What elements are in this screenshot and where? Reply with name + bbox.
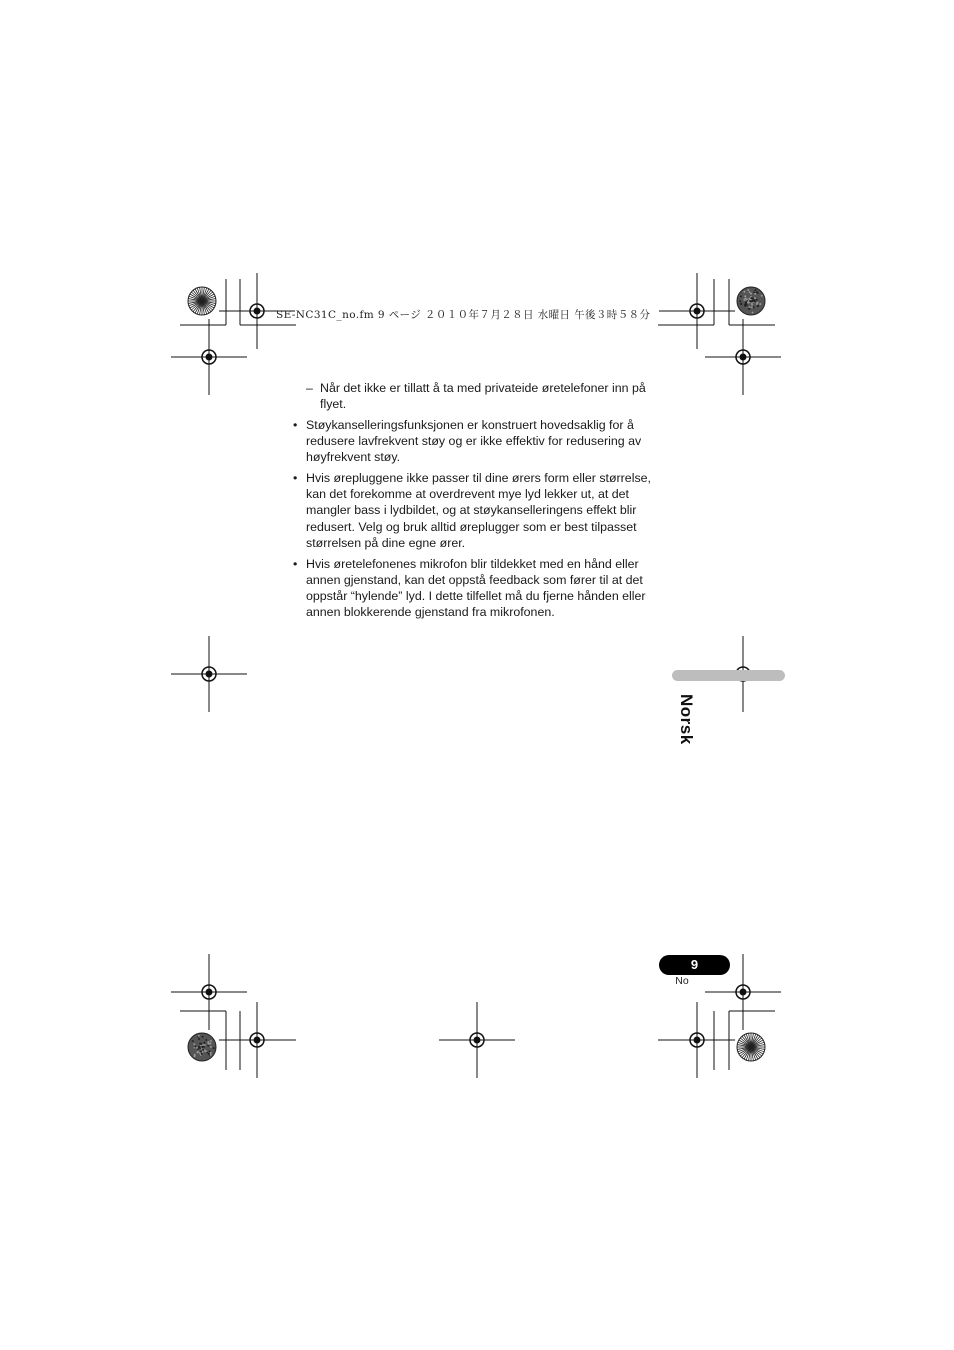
page-language-code: No — [675, 975, 689, 987]
body-text — [292, 380, 662, 625]
bullet-marker: • — [293, 471, 298, 486]
bullet-item — [292, 417, 662, 466]
bullet-item — [292, 470, 662, 551]
registration-disc — [188, 1033, 216, 1061]
registration-disc — [188, 287, 216, 315]
registration-target — [705, 319, 781, 395]
language-tab-label: Norsk — [677, 694, 696, 745]
registration-target — [439, 1002, 515, 1078]
registration-target — [219, 1002, 295, 1078]
bullet-item — [292, 556, 662, 621]
dash-item-text: Når det ikke er tillatt å ta med privateide øretelefoner inn på flyet. — [320, 381, 646, 412]
bullet-marker: • — [293, 417, 298, 432]
registration-target — [171, 954, 247, 1030]
registration-disc — [737, 1033, 765, 1061]
bullet-marker: • — [293, 556, 298, 571]
registration-disc — [737, 287, 765, 315]
bullet-item-text: Hvis øretelefonenes mikrofon blir tildekket med en hånd eller annen gjenstand, kan det oppstå feedback som fører til at det oppstår “hylende” lyd. I dette tilfellet må du fjerne hånden eller annen blokkerende gjenstand fra mikrofonen. — [306, 556, 646, 620]
dash-marker: – — [306, 381, 313, 395]
page-number: 9 — [659, 955, 730, 975]
registration-target — [171, 636, 247, 712]
language-tab-bar — [672, 670, 785, 681]
bullet-item-text: Hvis ørepluggene ikke passer til dine ørers form eller størrelse, kan det forekomme at overdrevent mye lyd lekker ut, at det mangler bass i lydbildet, og at støykanselleringens effekt blir redusert. Velg og bruk alltid øreplugger som er best tilpasset størrelsen på dine egne ører. — [306, 471, 651, 550]
print-header: SE-NC31C_no.fm 9 ページ ２０１０年７月２８日 水曜日 午後３時５８分 — [276, 309, 651, 321]
registration-target — [171, 319, 247, 395]
registration-target — [659, 273, 735, 349]
dash-item — [292, 380, 662, 412]
bullet-item-text: Støykanselleringsfunksjonen er konstruert hovedsaklig for å redusere lavfrekvent støy og er ikke effektiv for redusering av høyfrekvent støy. — [306, 417, 642, 465]
registration-target — [659, 1002, 735, 1078]
